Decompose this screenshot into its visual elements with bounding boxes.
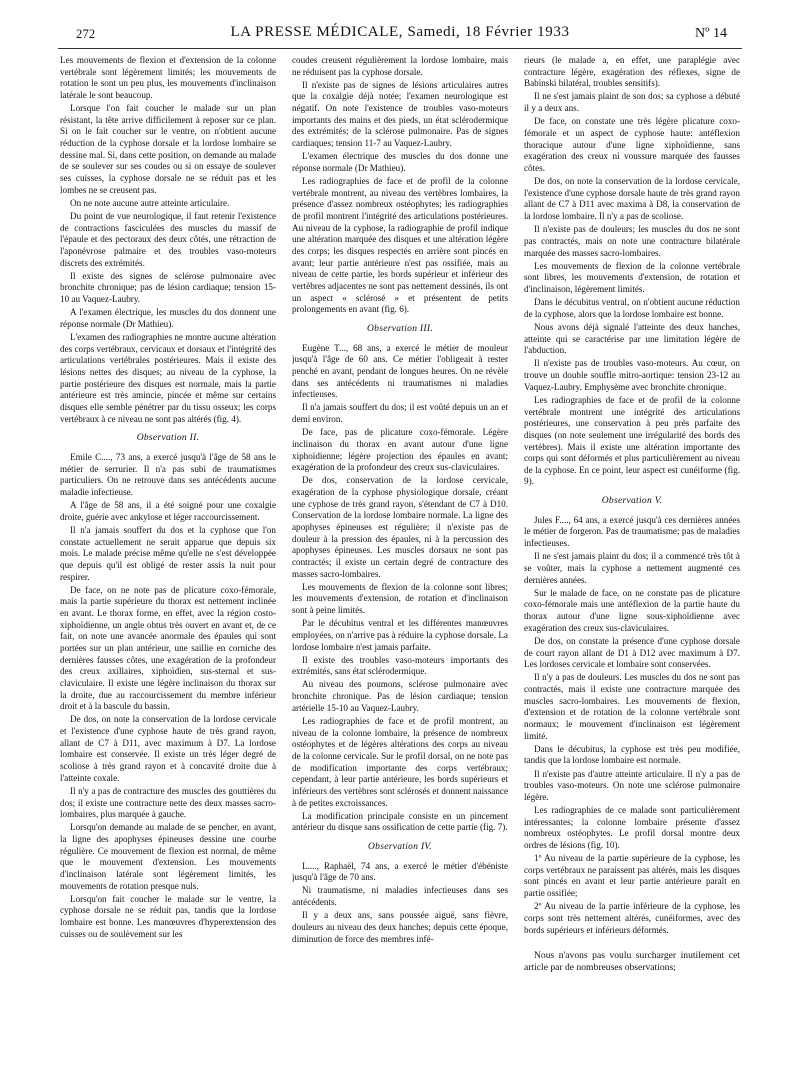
- paragraph: Il ne s'est jamais plaint de son dos; sa cyphose a débuté il y a deux ans.: [524, 91, 740, 114]
- paragraph: Il n'existe pas de troubles vaso-moteurs. Au cœur, on trouve un double souffle mitro-aortique: tension 23-12 au Vaquez-Laubry. Emphysème avec bronchite chronique.: [524, 358, 740, 392]
- paragraph: De dos, on note la conservation de la lordose cervicale et l'existence d'une cyphose haute de très grand rayon, allant de C7 à D11, avec maximum à D7. La lordose lombaire est conservée. Il existe un très léger degré de scoliose à très grand rayon et à concavité droite due à l'atteinte coxale.: [60, 714, 276, 783]
- paragraph: Dans le décubitus, la cyphose est très peu modifiée, tandis que la lordose lombaire est normale.: [524, 743, 740, 766]
- paragraph: De dos, on constate la présence d'une cyphose dorsale de court rayon allant de D1 à D12 avec maximum à D7. Les lordoses cervicale et lombaire sont conservées.: [524, 635, 740, 670]
- section-heading: Observation V.: [601, 496, 663, 507]
- paragraph: Ni traumatisme, ni maladies infectieuses dans ses antécédents.: [292, 885, 508, 908]
- paragraph: A l'âge de 58 ans, il a été soigné pour une coxalgie droite, guérie avec ankylose et léger raccourcissement.: [60, 500, 276, 522]
- paragraph: L...., Raphaël, 74 ans, a exercé le métier d'ébéniste jusqu'à l'âge de 70 ans.: [292, 860, 508, 883]
- section-heading: Observation IV.: [368, 842, 432, 852]
- paragraph: De dos, conservation de la lordose cervicale, exagération de la cyphose physiologique dorsale, créant une cyphose de très grand rayon, s'étendant de C7 à D10. Conservation de la lordose lombaire normale. La ligne des apophyses épineuses est régulière; il n'existe pas de douleur à la pression des épaules, ni à la percussion des apophyses épineuses. Les muscles dorsaux ne sont pas contractés; il existe un certain degré de contracture des masses sacro-lombaires.: [292, 475, 508, 579]
- page-number: 272: [76, 27, 96, 41]
- paragraph: Il ne s'est jamais plaint du dos; il a commencé très tôt à se voûter, mais la cyphose a nettement augmenté ces dernières années.: [524, 551, 740, 585]
- paragraph: De face, on ne note pas de plicature coxo-fémorale, mais la partie supérieure du thorax est nettement inclinée en avant. Le thorax forme, en effet, avec la région costo-xiphoïdienne, un angle obtus très ouvert en avant et, de ce fait, on note une avancée anormale des épaules qui sont portées sur un plan antérieur, une saillie en corniche des dernières fausses côtes, une exagération de la profondeur des creux axillaires, xiphoïdien, sus-sternal et sus-claviculaire. Il existe une légère inclinaison du thorax sur la droite, due au raccourcissement du membre inférieur droit et à la bascule du bassin.: [60, 584, 276, 712]
- paragraph: Il n'y a pas de douleurs. Les muscles du dos ne sont pas contractés, mais il existe une contracture marquée des muscles sacro-lombaires. Les mouvements de flexion, d'extension et de rotation de la colonne vertébrale sont normaux; le mouvement d'inclinaison est légèrement limité.: [524, 672, 740, 741]
- paragraph: Les radiographies de ce malade sont particulièrement intéressantes; la colonne lombaire présente d'assez nombreux ostéophytes. Le profil dorsal montre deux ordres de lésions (fig. 10).: [524, 805, 740, 850]
- paragraph: Il n'a jamais souffert du dos et la cyphose que l'on constate actuellement ne serait apparue que depuis six mois. Le malade précise même qu'elle ne s'est développée que depuis qu'il est obligé de rester assis la nuit pour respirer.: [60, 524, 276, 582]
- issue-number: Nº 14: [695, 26, 727, 41]
- paragraph: Il n'existe pas de douleurs; les muscles du dos ne sont pas contractés, mais on note une contracture bilatérale marquée des masses sacro-lombaires.: [524, 224, 740, 258]
- paragraph: La modification principale consiste en un pincement antérieur du disque sans ossification de cette partie (fig. 7).: [292, 810, 508, 833]
- paragraph: Par le décubitus ventral et les différentes manœuvres employées, on n'arrive pas à réduire la cyphose dorsale. La lordose lombaire n'est jamais parfaite.: [292, 618, 508, 652]
- paragraph: Il n'existe pas d'autre atteinte articulaire. Il n'y a pas de troubles vaso-moteurs. On note une sclérose pulmonaire légère.: [524, 768, 740, 802]
- paragraph: Il n'a jamais souffert du dos; il est voûté depuis un an et demi environ.: [292, 402, 508, 425]
- paragraph: Nous avons déjà signalé l'atteinte des deux hanches, atteinte qui se caractérise par une limitation légère de l'abduction.: [524, 321, 740, 356]
- paragraph: De dos, on note la conservation de la lordose cervicale, l'existence d'une cyphose dorsale haute de très grand rayon allant de C7 à D11 avec maxima à D8, la conservation de la lordose lombaire. Il n'y a pas de scoliose.: [524, 176, 740, 222]
- paragraph: A l'examen électrique, les muscles du dos donnent une réponse normale (Dr Mathieu).: [60, 307, 276, 329]
- paragraph: 2º Au niveau de la partie inférieure de la cyphose, les corps sont très nettement altérés, cunéiformes, avec des bords supérieurs et inférieurs déformés.: [524, 901, 740, 935]
- paragraph: Lorsqu'on fait coucher le malade sur le ventre, la cyphose dorsale ne se réduit pas, tandis que la lordose lombaire est bonne. Les manœuvres d'hyperextension des cuisses ou de soulèvement sur les: [60, 893, 276, 939]
- paragraph: Au niveau des poumons, sclérose pulmonaire avec bronchite chronique. Pas de lésion cardiaque; tension artérielle 15-10 au Vaquez-Laubry.: [292, 679, 508, 713]
- paragraph: L'examen des radiographies ne montre aucune altération des corps vertébraux, cervicaux et dorsaux et l'intégrité des articulations vertébrales postérieures. Mais il existe des lésions nettes des disques; au niveau de la cyphose, la partie postérieure des disques est normale, mais la partie antérieure est très amincie, pincée et même sur certains disques elle semble pénétrer par du tissu osseux; les corps vertébraux à ce niveau ne sont pas altérés (fig. 4).: [60, 332, 276, 424]
- paragraph: Sur le malade de face, on ne constate pas de plicature coxo-fémorale mais une antéflexion de la partie haute du thorax autour d'une ligne sous-xiphoïdienne avec exagération des creux sus-claviculaires.: [524, 587, 740, 633]
- column-2: [292, 55, 508, 1080]
- section-heading: Observation II.: [136, 433, 200, 444]
- paragraph: rieurs (le malade a, en effet, une paraplégie avec contracture légère, exagération des réflexes, signe de Babinski bilatéral, troubles sensitifs).: [524, 55, 740, 89]
- paragraph: Il n'y a pas de contracture des muscles des gouttières du dos; il existe une contracture nette des deux masses sacro-lombaires, plus marquée à gauche.: [60, 785, 276, 820]
- paragraph: Les mouvements de flexion de la colonne sont libres; les mouvements d'extension, de rotation et d'inclinaison sont à peine limités.: [292, 581, 508, 616]
- paragraph: Dans le décubitus ventral, on n'obtient aucune réduction de la cyphose, alors que la lordose lombaire est bonne.: [524, 297, 740, 319]
- paragraph: Les mouvements de flexion et d'extension de la colonne vertébrale sont légèrement limités; les mouvements de rotation le sont un peu plus, les mouvements d'inclinaison latérale le sont beaucoup.: [60, 55, 276, 100]
- paragraph: Il n'existe pas de signes de lésions articulaires autres que la coxalgie déjà notée; l'examen neurologique est négatif. On note l'existence de troubles vaso-moteurs importants des mains et des pieds, un état sclérodermique des extrémités; de la sclérose pulmonaire. Pas de signes cardiaques; tension 11-7 au Vaquez-Laubry.: [292, 79, 508, 149]
- paragraph: Les mouvements de flexion de la colonne vertébrale sont libres, les mouvements d'extension, de rotation et d'inclinaison, légèrement limités.: [524, 260, 740, 294]
- paragraph: Il y a deux ans, sans poussée aiguë, sans fièvre, douleurs au niveau des deux hanches; depuis cette époque, diminution de force des membres infé-: [292, 910, 508, 944]
- paragraph: Emile C...., 73 ans, a exercé jusqu'à l'âge de 58 ans le métier de serrurier. Il n'a pas subi de traumatismes particuliers. On ne retrouve dans ses antécédents aucune maladie infectieuse.: [60, 452, 276, 497]
- paragraph: Du point de vue neurologique, il faut retenir l'existence de contractions fasciculées des muscles du massif de l'épaule et des pectoraux des deux côtés, une rétraction de l'aponévrose palmaire et des troubles vaso-moteurs discrets des extrémités.: [60, 211, 276, 268]
- column-1: [60, 55, 276, 1080]
- paragraph: Lorsqu'on demande au malade de se pencher, en avant, la ligne des apophyses épineuses dessine une courbe régulière. Ce mouvement de flexion est normal, de même que le mouvement d'extension. Les mouvements d'inclinaison latérale sont légèrement limités, les mouvements de rotation presque nuls.: [60, 822, 276, 891]
- paragraph: Il existe des signes de sclérose pulmonaire avec bronchite chronique; pas de lésion cardiaque; tension 15-10 au Vaquez-Laubry.: [60, 270, 276, 305]
- paragraph: De face, pas de plicature coxo-fémorale. Légère inclinaison du thorax en avant autour d'une ligne xiphoïdienne; légère projection des épaules en avant; exagération de la profondeur des creux sus-claviculaires.: [292, 427, 508, 473]
- paragraph: Les radiographies de face et de profil de la colonne vertébrale montrent, au niveau des vertèbres lombaires, la présence d'assez nombreux ostéophytes; les radiographies de profil montrent l'intégrité des articulations postérieures. Au niveau de la cyphose, la radiographie de profil indique une altération marquée des disques et une altération légère des corps; les disques respectés en arrière sont pincés en avant; leur partie antérieure n'est pas ossifiée, mais au niveau de cette partie, les bords supérieur et inférieur des vertèbres adjacentes ne sont pas nettement dessinés, ils ont un aspect « sclérosé » et présentent de petits prolongements en avant (fig. 6).: [292, 176, 508, 315]
- paragraph: Nous n'avons pas voulu surcharger inutilement cet article par de nombreuses observations;: [524, 950, 740, 973]
- paragraph: 1º Au niveau de la partie supérieure de la cyphose, les corps vertébraux ne paraissent pas altérés, mais les disques sont pincés en avant et leur partie antérieure paraît en partie ossifiée;: [524, 853, 740, 899]
- paragraph: Lorsque l'on fait coucher le malade sur un plan résistant, la tête arrive difficilement à reposer sur ce plan. Si on le fait coucher sur le ventre, on n'obtient aucune réduction de la cyphose dorsale et la lordose lombaire se dessine mal. Si, dans cette position, on demande au malade de se soulever sur ses coudes ou si on essaye de soulever ses cuisses, la cyphose dorsale ne se réduit pas et les lombes ne se creusent pas.: [60, 103, 276, 195]
- paragraph: Il existe des troubles vaso-moteurs importants des extrémités, sans état sclérodermique.: [292, 654, 508, 677]
- paragraph: On ne note aucune autre atteinte articulaire.: [70, 197, 230, 208]
- paragraph: Les radiographies de face et de profil montrent, au niveau de la colonne lombaire, la présence de nombreux ostéophytes et de légères altérations des corps au niveau de la colonne cervicale. Sur le profil dorsal, on ne note pas de modification importante des corps vertébraux; cependant, à leur partie antérieure, les bords supérieurs et inférieurs des vertèbres sont sclérosés et donnent naissance à de petites excroissances.: [292, 715, 508, 808]
- section-heading: Observation III.: [366, 323, 433, 334]
- article-body: [60, 55, 740, 1080]
- paragraph: Jules F...., 64 ans, a exercé jusqu'à ces dernières années le métier de forgeron. Pas de traumatisme; pas de maladies infectieuses.: [524, 514, 740, 549]
- page-header: [0, 0, 800, 44]
- paragraph: Les radiographies de face et de profil de la colonne vertébrale montrent une intégrité des articulations postérieures, une conservation à peu près parfaite des disques (on note seulement une irrégularité des bords des vertèbres). Mais il existe une altération importante des corps qui sont déformés et plus particulièrement au niveau de la cyphose. En ce point, leur aspect est cunéiforme (fig. 9).: [524, 394, 740, 487]
- header-rule: [58, 48, 742, 49]
- paragraph: Eugène T..., 68 ans, a exercé le métier de mouleur jusqu'à l'âge de 60 ans. Ce métier l'obligeait à rester penché en avant, pendant de longues heures. On ne révèle dans ses antécédents ni traumatismes ni maladies infectieuses.: [292, 342, 508, 400]
- journal-title: LA PRESSE MÉDICALE, Samedi, 18 Février 1933: [230, 24, 570, 40]
- paragraph: De face, on constate une très légère plicature coxo-fémorale et un aspect de cyphose haute: antéflexion thoracique autour d'une ligne xiphoïdienne, sans exagération des creux ni voussure marquée des fausses côtes.: [524, 116, 740, 173]
- paragraph: coudes creusent régulièrement la lordose lombaire, mais ne réduisent pas la cyphose dorsale.: [292, 55, 508, 77]
- paragraph: L'examen électrique des muscles du dos donne une réponse normale (Dr Mathieu).: [292, 151, 508, 173]
- column-3: [524, 55, 740, 1080]
